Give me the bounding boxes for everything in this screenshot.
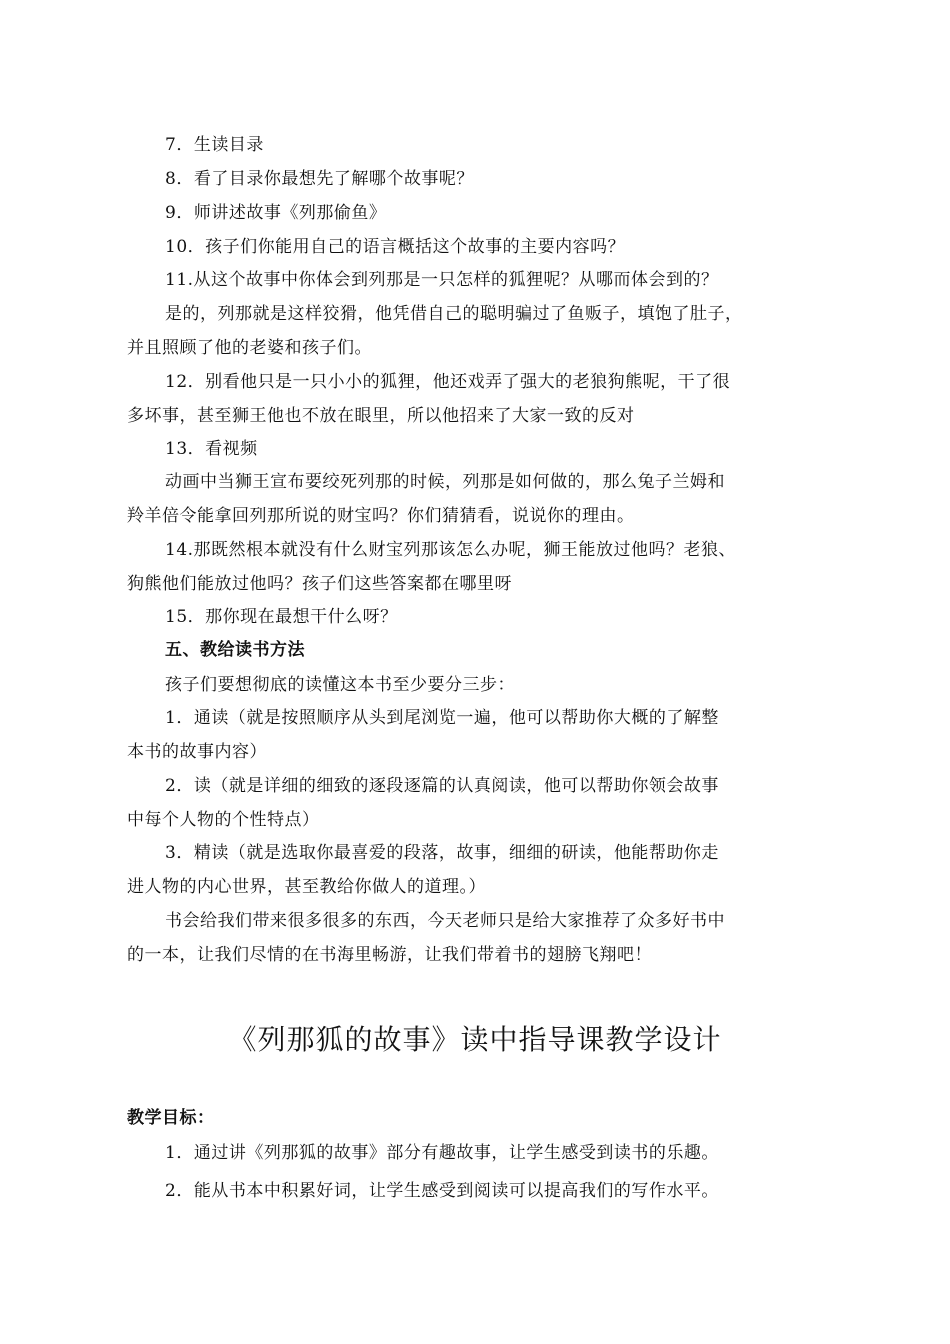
method-2: 2．读（就是详细的细致的逐段逐篇的认真阅读，他可以帮助你领会故事: [165, 776, 719, 796]
paragraph-line: 孩子们要想彻底的读懂这本书至少要分三步：: [165, 675, 515, 695]
step-14: 14.那既然根本就没有什么财宝列那该怎么办呢，狮王能放过他吗？老狼、: [165, 540, 737, 560]
paragraph-line: 中每个人物的个性特点）: [127, 810, 320, 830]
step-9: 9．师讲述故事《列那偷鱼》: [165, 203, 387, 223]
paragraph-line: 多坏事，甚至狮王他也不放在眼里，所以他招来了大家一致的反对: [127, 406, 635, 426]
section-heading: 五、教给读书方法: [165, 640, 305, 660]
paragraph-line: 书会给我们带来很多很多的东西，今天老师只是给大家推荐了众多好书中: [165, 911, 725, 931]
goals-label: 教学目标：: [127, 1108, 215, 1128]
step-12: 12．别看他只是一只小小的狐狸，他还戏弄了强大的老狼狗熊呢，干了很: [165, 372, 731, 392]
paragraph-line: 本书的故事内容）: [127, 742, 267, 762]
goal-2: 2．能从书本中积累好词，让学生感受到阅读可以提高我们的写作水平。: [165, 1181, 719, 1201]
paragraph-line: 并且照顾了他的老婆和孩子们。: [127, 338, 372, 358]
step-10: 10．孩子们你能用自己的语言概括这个故事的主要内容吗？: [165, 237, 626, 257]
paragraph-line: 进人物的内心世界，甚至教给你做人的道理。）: [127, 877, 486, 897]
method-1: 1．通读（就是按照顺序从头到尾浏览一遍，他可以帮助你大概的了解整: [165, 708, 719, 728]
method-3: 3．精读（就是选取你最喜爱的段落，故事，细细的研读，他能帮助你走: [165, 843, 719, 863]
paragraph-line: 是的，列那就是这样狡猾，他凭借自己的聪明骗过了鱼贩子，填饱了肚子，: [165, 304, 743, 324]
paragraph-line: 羚羊倍令能拿回列那所说的财宝吗？你们猜猜看，说说你的理由。: [127, 506, 635, 526]
step-11: 11.从这个故事中你体会到列那是一只怎样的狐狸呢？从哪而体会到的？: [165, 270, 719, 290]
document-title: 《列那狐的故事》读中指导课教学设计: [228, 1023, 722, 1056]
paragraph-line: 动画中当狮王宣布要绞死列那的时候，列那是如何做的，那么兔子兰姆和: [165, 472, 725, 492]
step-8: 8．看了目录你最想先了解哪个故事呢？: [165, 169, 474, 189]
step-15: 15．那你现在最想干什么呀？: [165, 607, 398, 627]
step-7: 7．生读目录: [165, 135, 264, 155]
goal-1: 1．通过讲《列那狐的故事》部分有趣故事，让学生感受到读书的乐趣。: [165, 1143, 719, 1163]
step-13: 13．看视频: [165, 439, 258, 459]
paragraph-line: 的一本，让我们尽情的在书海里畅游，让我们带着书的翅膀飞翔吧！: [127, 945, 652, 965]
paragraph-line: 狗熊他们能放过他吗？孩子们这些答案都在哪里呀: [127, 574, 512, 594]
